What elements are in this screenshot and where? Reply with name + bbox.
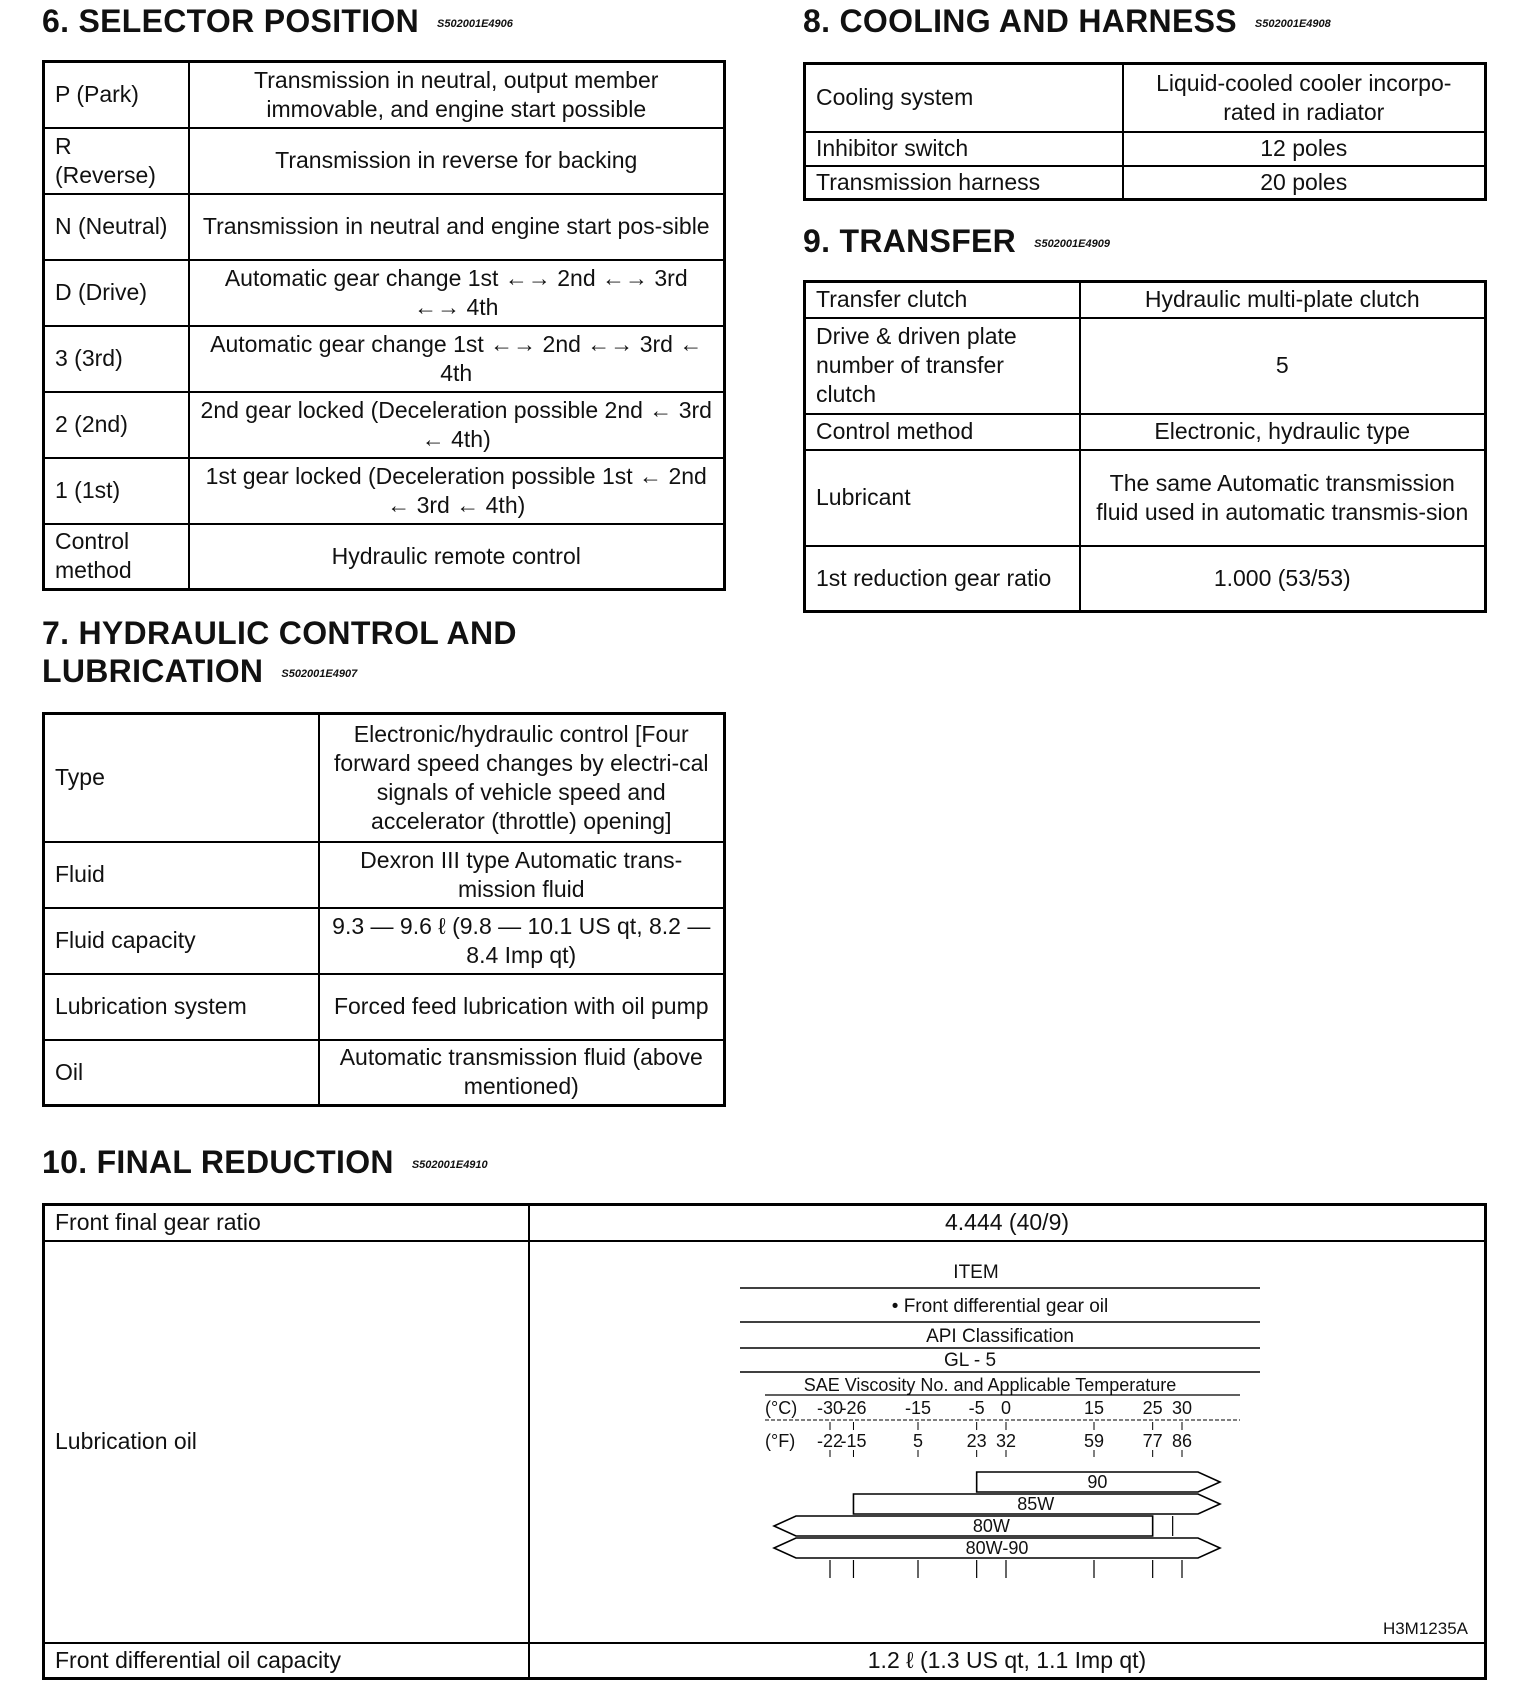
table-row [44, 1241, 1486, 1643]
row-label: Control method [44, 524, 189, 590]
fahrenheit-tick-label: 86 [1171, 1430, 1193, 1451]
fahrenheit-tick-label: 23 [966, 1430, 987, 1451]
cooling-table [803, 62, 1487, 201]
row-value: Automatic transmission fluid (above mentioned) [319, 1040, 725, 1106]
table-row [805, 132, 1486, 166]
row-label: 3 (3rd) [44, 326, 189, 392]
row-value: 4.444 (40/9) [529, 1205, 1486, 1241]
section-6-code: S502001E4906 [437, 17, 513, 30]
row-value: 2nd gear locked (Deceleration possible 2nd ← 3rd ← 4th) [189, 392, 725, 458]
row-label: Type [44, 714, 319, 842]
row-value: The same Automatic transmission fluid used in automatic transmis-sion [1080, 450, 1486, 546]
row-value: Transmission in neutral, output member immovable, and engine start possible [189, 62, 725, 128]
fahrenheit-tick-label: 32 [995, 1430, 1017, 1451]
celsius-tick-label: -26 [840, 1397, 867, 1418]
fahrenheit-tick-label: 59 [1083, 1430, 1105, 1451]
fahrenheit-tick-label: -22 [816, 1430, 844, 1451]
celsius-tick-label: 0 [1000, 1397, 1012, 1418]
row-label: P (Park) [44, 62, 189, 128]
section-8-code: S502001E4908 [1254, 17, 1331, 30]
row-label: Lubrication system [44, 974, 319, 1040]
table-row [44, 1205, 1486, 1241]
oil-chart-cell [529, 1241, 1486, 1643]
fahrenheit-tick-label: 5 [912, 1430, 924, 1451]
row-value: Liquid-cooled cooler incorpo-rated in radiator [1123, 64, 1486, 132]
row-label: Transmission harness [805, 166, 1123, 200]
row-label: Oil [44, 1040, 319, 1106]
row-value: Transmission in neutral and engine start pos-sible [189, 194, 725, 260]
row-label: Fluid [44, 842, 319, 908]
row-value: Automatic gear change 1st ←→ 2nd ←→ 3rd ←→ 4th [189, 260, 725, 326]
row-value: 12 poles [1123, 132, 1486, 166]
section-10-title: 10. FINAL REDUCTION S502001E4910 [42, 1144, 488, 1180]
section-6-title: 6. SELECTOR POSITION S502001E4906 [42, 3, 513, 39]
table-row [44, 458, 725, 524]
selector-table [42, 60, 726, 591]
table-row [805, 166, 1486, 200]
celsius-tick-label: -30 [816, 1397, 844, 1418]
table-row [44, 392, 725, 458]
row-value: Dexron III type Automatic trans-mission fluid [319, 842, 725, 908]
row-value: Electronic/hydraulic control [Four forward speed changes by electri-cal signals of vehicle speed and accelerator (throttle) opening] [319, 714, 725, 842]
table-row [44, 260, 725, 326]
chart-item-label: ITEM [953, 1261, 999, 1283]
viscosity-bar-label: 90 [1087, 1471, 1108, 1492]
celsius-tick-label: 30 [1171, 1397, 1193, 1418]
fahrenheit-tick-label: 77 [1142, 1430, 1163, 1451]
table-row [44, 908, 725, 974]
transfer-table [803, 280, 1487, 613]
viscosity-bar-label: 80W-90 [965, 1537, 1029, 1558]
celsius-unit: (°C) [765, 1397, 798, 1418]
row-label: Transfer clutch [805, 282, 1080, 318]
viscosity-bar [774, 1516, 1153, 1536]
row-value: 20 poles [1123, 166, 1486, 200]
row-label: Front differential oil capacity [44, 1643, 530, 1679]
row-label: N (Neutral) [44, 194, 189, 260]
row-label: 2 (2nd) [44, 392, 189, 458]
row-label: D (Drive) [44, 260, 189, 326]
table-row [44, 128, 725, 194]
section-9-title: 9. TRANSFER S502001E4909 [803, 223, 1110, 259]
row-value: 5 [1080, 318, 1486, 414]
row-label: Fluid capacity [44, 908, 319, 974]
table-row [805, 414, 1486, 450]
row-label: Cooling system [805, 64, 1123, 132]
final-reduction-table [42, 1203, 1487, 1680]
row-label: Control method [805, 414, 1080, 450]
figure-code: H3M1235A [1382, 1618, 1468, 1638]
row-value: Automatic gear change 1st ←→ 2nd ←→ 3rd ← 4th [189, 326, 725, 392]
section-10-code: S502001E4910 [411, 1158, 488, 1171]
viscosity-bar-label: 80W [972, 1515, 1010, 1536]
row-label: Lubricant [805, 450, 1080, 546]
table-row [44, 62, 725, 128]
table-row [44, 1040, 725, 1106]
row-value: Forced feed lubrication with oil pump [319, 974, 725, 1040]
celsius-tick-label: 15 [1083, 1397, 1105, 1418]
row-label: Lubrication oil [44, 1241, 530, 1643]
viscosity-bar-label: 85W [1017, 1493, 1055, 1514]
table-row [805, 318, 1486, 414]
row-value: 9.3 — 9.6 ℓ (9.8 — 10.1 US qt, 8.2 — 8.4 Imp qt) [319, 908, 725, 974]
fahrenheit-unit: (°F) [765, 1430, 796, 1451]
table-row [805, 64, 1486, 132]
celsius-tick-label: -5 [968, 1397, 985, 1418]
row-value: 1.2 ℓ (1.3 US qt, 1.1 Imp qt) [529, 1643, 1486, 1679]
table-row [805, 450, 1486, 546]
section-7-code: S502001E4907 [281, 667, 358, 680]
row-label: Drive & driven plate number of transfer clutch [805, 318, 1080, 414]
oil-viscosity-chart [530, 1242, 1484, 1642]
section-8-title: 8. COOLING AND HARNESS S502001E4908 [803, 3, 1331, 39]
table-row [44, 1643, 1486, 1679]
table-row [44, 974, 725, 1040]
fahrenheit-tick-label: -15 [840, 1430, 867, 1451]
chart-sae-label: SAE Viscosity No. and Applicable Temperature [803, 1374, 1177, 1395]
row-label: R (Reverse) [44, 128, 189, 194]
celsius-tick-label: -15 [904, 1397, 932, 1418]
row-value: Hydraulic remote control [189, 524, 725, 590]
table-row [44, 524, 725, 590]
row-label: Inhibitor switch [805, 132, 1123, 166]
row-label: 1 (1st) [44, 458, 189, 524]
hydraulic-table [42, 712, 726, 1107]
row-value: Electronic, hydraulic type [1080, 414, 1486, 450]
row-value: 1.000 (53/53) [1080, 546, 1486, 612]
chart-api-value: GL - 5 [943, 1349, 997, 1371]
section-7-title: 7. HYDRAULIC CONTROL AND LUBRICATION S502001E4907 [42, 615, 517, 689]
table-row [44, 842, 725, 908]
table-row [805, 546, 1486, 612]
row-value: Transmission in reverse for backing [189, 128, 725, 194]
chart-item-value: • Front differential gear oil [891, 1295, 1109, 1317]
row-label: Front final gear ratio [44, 1205, 530, 1241]
section-9-code: S502001E4909 [1034, 237, 1110, 250]
row-value: Hydraulic multi-plate clutch [1080, 282, 1486, 318]
row-value: 1st gear locked (Deceleration possible 1st ← 2nd ← 3rd ← 4th) [189, 458, 725, 524]
chart-api-label: API Classification [926, 1325, 1074, 1347]
row-label: 1st reduction gear ratio [805, 546, 1080, 612]
table-row [805, 282, 1486, 318]
table-row [44, 194, 725, 260]
table-row [44, 714, 725, 842]
table-row [44, 326, 725, 392]
celsius-tick-label: 25 [1142, 1397, 1163, 1418]
